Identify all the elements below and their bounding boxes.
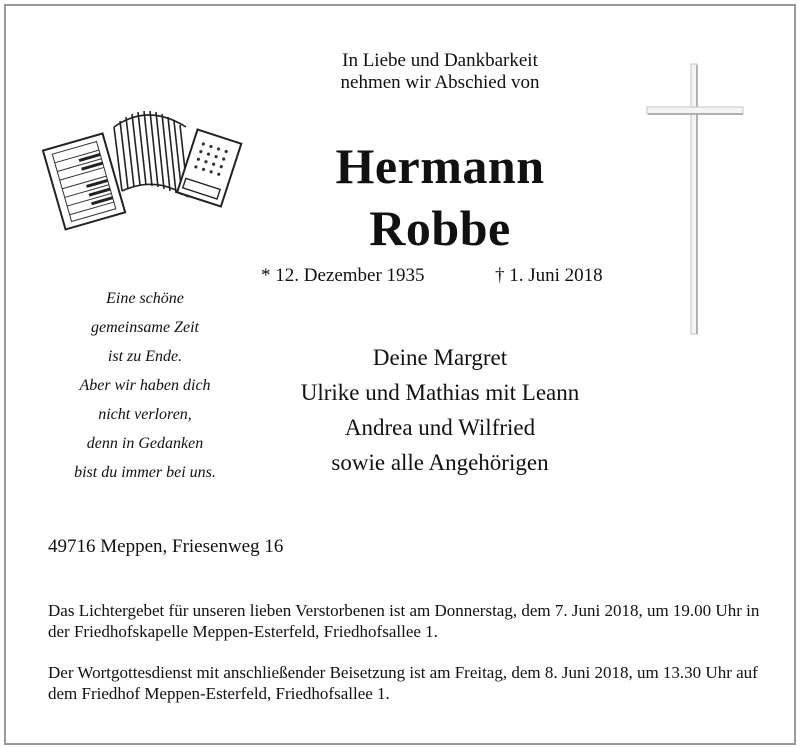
- accordion-icon: [48, 105, 240, 225]
- service-note: Der Wortgottesdienst mit anschließender Beisetzung ist am Freitag, dem 8. Juni 2018, um 13.30 Uhr auf dem Friedhof Meppen-Esterfeld, Friedhofsallee 1.: [48, 663, 758, 703]
- intro-text: [240, 50, 640, 94]
- mourner-line: sowie alle Angehörigen: [331, 450, 549, 475]
- address: 49716 Meppen, Friesenweg 16: [48, 536, 284, 557]
- deceased-last-name: Robbe: [369, 200, 511, 256]
- mourner-line: Deine Margret: [372, 345, 508, 370]
- poem-line: Aber wir haben dich: [79, 377, 211, 394]
- cross-icon: [645, 62, 745, 337]
- mourner-line: Ulrike und Mathias mit Leann: [300, 380, 580, 405]
- poem: [40, 284, 250, 487]
- intro-line: In Liebe und Dankbarkeit: [342, 50, 538, 71]
- deceased-first-name: Hermann: [335, 138, 545, 194]
- birth-date: * 12. Dezember 1935: [261, 265, 425, 286]
- poem-line: denn in Gedanken: [86, 435, 204, 452]
- death-date: † 1. Juni 2018: [495, 265, 603, 286]
- poem-line: ist zu Ende.: [107, 348, 183, 365]
- intro-line: nehmen wir Abschied von: [340, 72, 540, 93]
- poem-line: bist du immer bei uns.: [74, 464, 216, 481]
- poem-line: nicht verloren,: [98, 406, 192, 423]
- mourners-list: [240, 340, 640, 480]
- mourner-line: Andrea und Wilfried: [344, 415, 536, 440]
- poem-line: Eine schöne: [106, 290, 184, 307]
- service-note: Das Lichtergebet für unseren lieben Verstorbenen ist am Donnerstag, dem 7. Juni 2018, um 19.00 Uhr in der Friedhofskapelle Meppen-Esterfeld, Friedhofsallee 1.: [48, 601, 760, 641]
- poem-line: gemeinsame Zeit: [91, 319, 199, 336]
